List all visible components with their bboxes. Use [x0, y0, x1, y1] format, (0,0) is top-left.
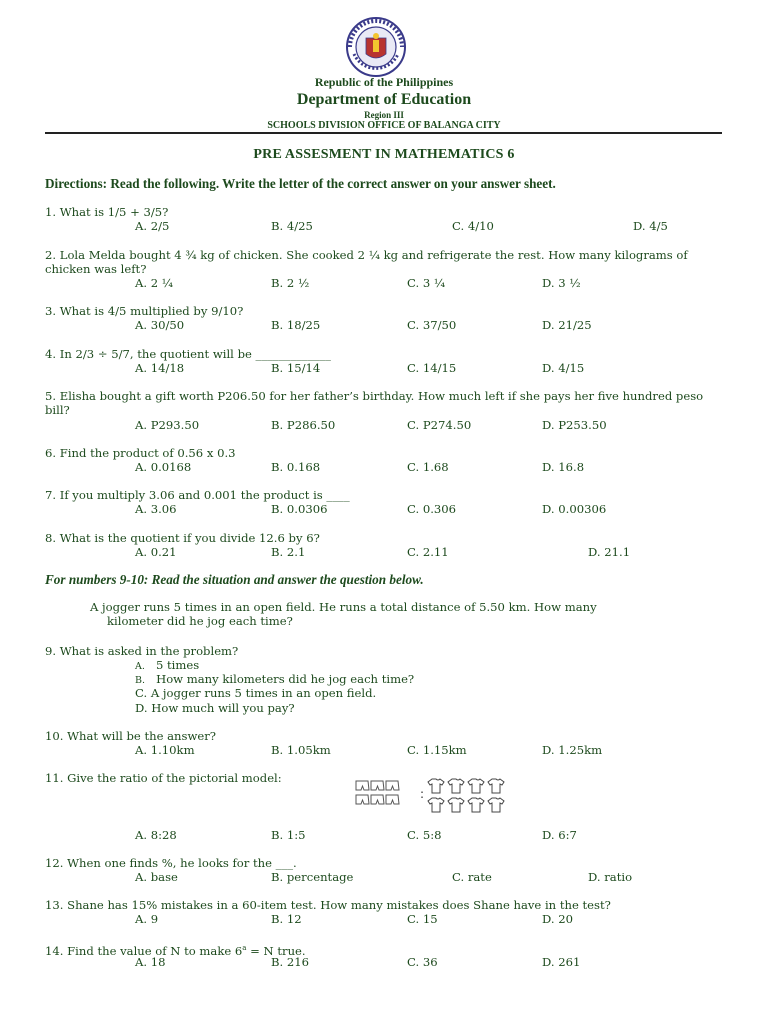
option-letter: B.: [135, 675, 146, 686]
question-8: [45, 531, 735, 545]
answer-option: A. 0.21: [135, 545, 177, 559]
answer-option: A. 2 ¼: [135, 276, 174, 290]
answer-option: D. 4/5: [633, 219, 668, 233]
republic-line: Republic of the Philippines: [314, 75, 454, 89]
answer-option: A. 0.0168: [135, 460, 192, 474]
answer-option: C. 2.11: [407, 545, 449, 559]
answer-option: [135, 686, 376, 700]
answer-option: A. 1.10km: [135, 743, 195, 757]
answer-option: D. 1.25km: [542, 743, 603, 757]
question-1: [45, 205, 735, 219]
question-6: [45, 446, 735, 460]
question-4: [45, 347, 735, 361]
header-divider: [45, 132, 722, 134]
answer-option: C. 1.15km: [407, 743, 467, 757]
question-9: [45, 644, 735, 658]
shorts-icon: [356, 795, 369, 804]
answer-option: B. 4/25: [271, 219, 313, 233]
answer-option: D. 4/15: [542, 361, 585, 375]
page-title: PRE ASSESMENT IN MATHEMATICS 6: [253, 147, 515, 162]
scenario-line: kilometer did he jog each time?: [107, 614, 293, 628]
question-stem: 14. Find the value of N to make 6: [45, 943, 243, 958]
answer-option: C. 3 ¼: [407, 276, 446, 290]
answer-option: A. 3.06: [135, 502, 177, 516]
question-stem: 9. What is asked in the problem?: [45, 644, 239, 658]
answer-option: B. P286.50: [271, 418, 336, 432]
question-3: [45, 304, 735, 318]
answer-option: D. 21.1: [588, 545, 631, 559]
answer-option: [135, 701, 295, 715]
answer-option: C. 36: [407, 955, 438, 969]
option-text: How many kilometers did he jog each time?: [156, 672, 415, 686]
shirt-icon: [468, 779, 484, 793]
answer-option: C. 14/15: [407, 361, 457, 375]
answer-option: D. 0.00306: [542, 502, 607, 516]
question-2: [45, 248, 705, 276]
shorts-icon: [371, 781, 384, 790]
shorts-icon: [386, 795, 399, 804]
option-text: 5 times: [155, 658, 200, 672]
shirt-icon: [428, 798, 444, 812]
exponent: a: [242, 944, 247, 952]
answer-option: B. 2.1: [271, 545, 306, 559]
answer-option: B. 1:5: [271, 828, 306, 842]
shirt-icon: [488, 779, 504, 793]
answer-option: C. 1.68: [407, 460, 449, 474]
answer-option: D. 16.8: [542, 460, 585, 474]
answer-option: B. 216: [271, 955, 310, 969]
option-text: A jogger runs 5 times in an open field.: [150, 686, 377, 700]
answer-option: A. base: [135, 870, 178, 884]
question-5: [45, 389, 710, 417]
question-stem: 12. When one finds %, he looks for the ___.: [45, 856, 297, 870]
answer-option: C. 5:8: [407, 828, 442, 842]
answer-option: B. 2 ½: [271, 276, 310, 290]
answer-option: D. 261: [542, 955, 581, 969]
question-stem: 2. Lola Melda bought 4 ¾ kg of chicken. She cooked 2 ¼ kg and refrigerate the rest. How many kilograms of chicken was left?: [45, 248, 688, 276]
answer-option: D. P253.50: [542, 418, 607, 432]
question-stem: 5. Elisha bought a gift worth P206.50 for her father’s birthday. How much left if she pays her five hundred peso bill?: [45, 389, 704, 417]
shorts-icon: [371, 795, 384, 804]
answer-option: B. 18/25: [271, 318, 321, 332]
shirt-icon: [428, 779, 444, 793]
answer-option: C. rate: [452, 870, 492, 884]
question-12: [45, 856, 735, 870]
answer-option: A. 9: [135, 912, 159, 926]
question-stem: 11. Give the ratio of the pictorial model:: [45, 771, 282, 785]
answer-option: C. 4/10: [452, 219, 494, 233]
answer-option: C. 37/50: [407, 318, 457, 332]
question-stem: 1. What is 1/5 + 3/5?: [45, 205, 169, 219]
answer-option: C. 15: [407, 912, 438, 926]
question-stem: 7. If you multiply 3.06 and 0.001 the product is ____: [45, 488, 350, 502]
shirt-icon: [448, 798, 464, 812]
answer-option: B. percentage: [271, 870, 354, 884]
division-line: SCHOOLS DIVISION OFFICE OF BALANGA CITY: [267, 120, 501, 131]
option-letter: C.: [135, 686, 148, 700]
question-7: [45, 488, 735, 502]
answer-option: B. 0.168: [271, 460, 321, 474]
question-stem-suffix: = N true.: [246, 943, 306, 958]
question-stem: 10. What will be the answer?: [45, 729, 217, 743]
answer-option: C. P274.50: [407, 418, 472, 432]
shorts-icon: [356, 781, 369, 790]
answer-option: A. 14/18: [135, 361, 185, 375]
answer-option: B. 1.05km: [271, 743, 331, 757]
ratio-separator: :: [420, 787, 425, 801]
answer-option: D. ratio: [588, 870, 633, 884]
answer-option: D. 6:7: [542, 828, 577, 842]
answer-option: B. 15/14: [271, 361, 321, 375]
deped-seal-icon: [336, 16, 416, 78]
question-10: [45, 729, 735, 743]
option-text: How much will you pay?: [151, 701, 295, 715]
question-stem: 3. What is 4/5 multiplied by 9/10?: [45, 304, 244, 318]
answer-option: D. 21/25: [542, 318, 592, 332]
directions: Directions: Read the following. Write the letter of the correct answer on your answer sheet.: [45, 176, 556, 191]
answer-option: A. 30/50: [135, 318, 185, 332]
answer-option: A. P293.50: [135, 418, 200, 432]
scenario-line: A jogger runs 5 times in an open field. He runs a total distance of 5.50 km. How many: [90, 600, 597, 614]
answer-option: B. 0.0306: [271, 502, 328, 516]
answer-option: D. 20: [542, 912, 574, 926]
answer-option: A. 2/5: [135, 219, 170, 233]
question-13: [45, 898, 735, 912]
answer-option: A. 8:28: [135, 828, 177, 842]
section-note: For numbers 9-10: Read the situation and answer the question below.: [45, 572, 424, 587]
question-stem: 6. Find the product of 0.56 x 0.3: [45, 446, 236, 460]
question-stem: 8. What is the quotient if you divide 12.6 by 6?: [45, 531, 320, 545]
shirt-icon: [468, 798, 484, 812]
department-name: Department of Education: [296, 91, 472, 108]
shorts-icon: [386, 781, 399, 790]
answer-option: A. 18: [135, 955, 166, 969]
option-letter: D.: [135, 701, 148, 715]
option-letter: A.: [135, 661, 145, 672]
shirt-icon: [488, 798, 504, 812]
question-stem: 4. In 2/3 ÷ 5/7, the quotient will be _____________: [45, 347, 331, 361]
scenario-text: [90, 600, 710, 628]
answer-option: D. 3 ½: [542, 276, 581, 290]
answer-option: B. 12: [271, 912, 302, 926]
answer-option: C. 0.306: [407, 502, 457, 516]
question-stem: 13. Shane has 15% mistakes in a 60-item test. How many mistakes does Shane have in the test?: [45, 898, 611, 912]
shirt-icon: [448, 779, 464, 793]
pictorial-model: [352, 776, 512, 818]
region-line: Region III: [364, 110, 404, 120]
